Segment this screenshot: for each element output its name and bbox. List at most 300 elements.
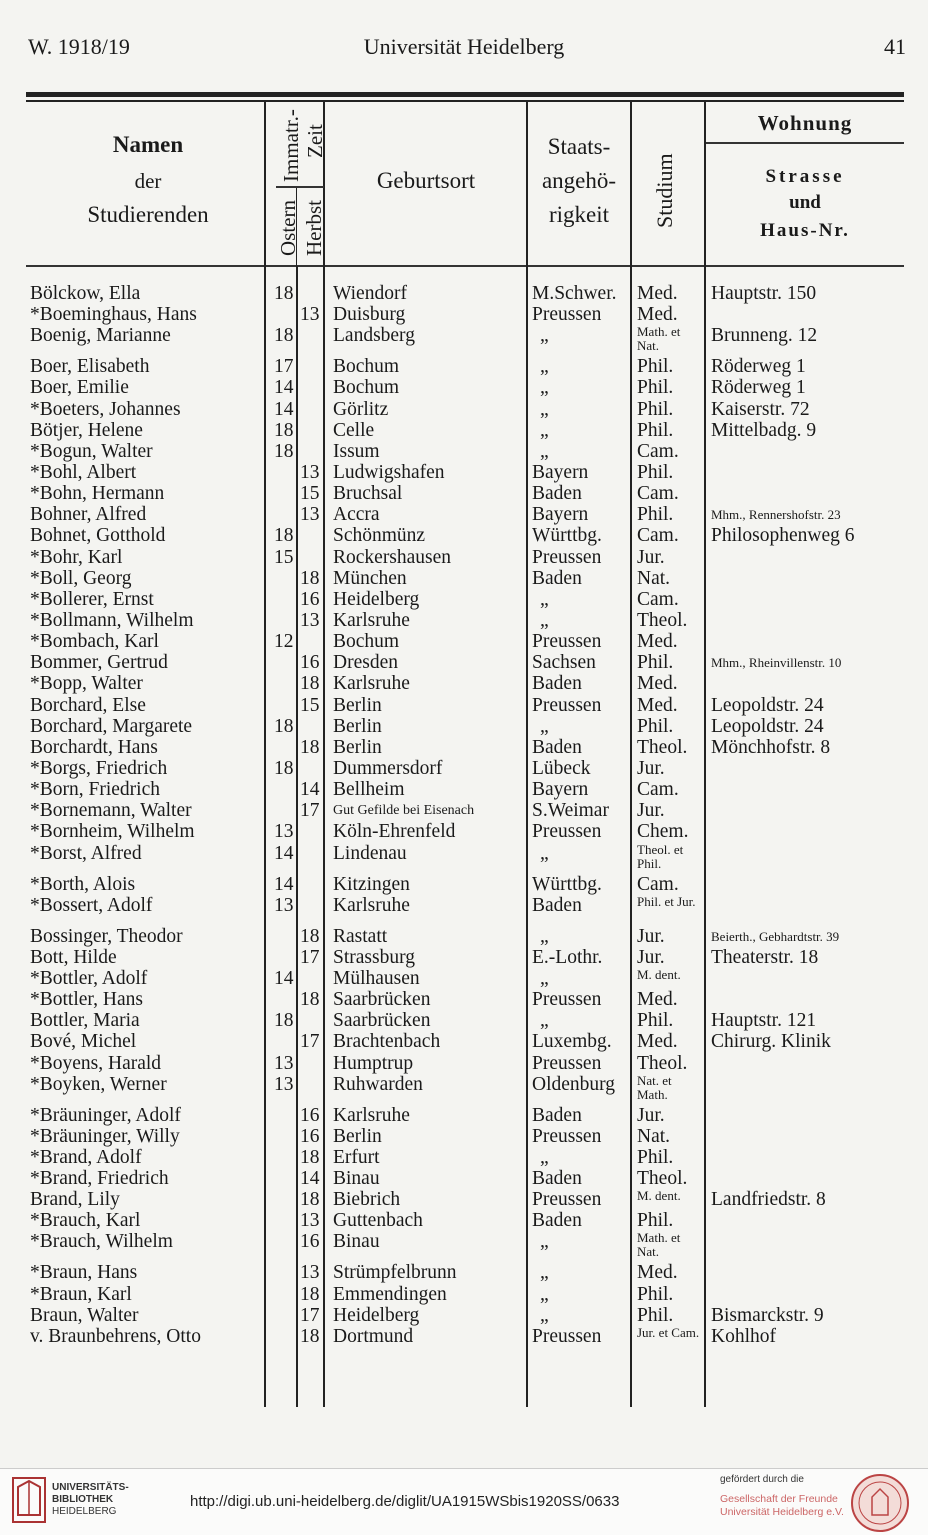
student-name: *Bollerer, Ernst: [30, 588, 154, 610]
header-ostern: Ostern: [276, 200, 300, 256]
address: Landfriedstr. 8: [711, 1189, 826, 1211]
nationality: Baden: [532, 736, 582, 758]
ostern-year: 14: [274, 967, 294, 989]
field-of-study: Med.: [637, 694, 678, 716]
nationality: Württbg.: [532, 873, 602, 895]
header-zeit: Zeit: [303, 124, 327, 158]
student-name: *Boll, Georg: [30, 567, 132, 589]
field-of-study: Phil.: [637, 715, 674, 737]
herbst-year: 15: [300, 483, 320, 505]
student-name: Bohnet, Gotthold: [30, 525, 166, 547]
field-of-study: Cam.: [637, 525, 679, 547]
library-line: BIBLIOTHEK: [52, 1494, 114, 1505]
birthplace: Humptrup: [333, 1052, 414, 1074]
herbst-year: 13: [300, 1262, 320, 1284]
header-studium: Studium: [652, 153, 677, 228]
table-row: [0, 399, 928, 420]
field-of-study: Cam.: [637, 483, 679, 505]
table-row: [0, 926, 928, 947]
header-herbst: Herbst: [302, 200, 326, 256]
table-row: [0, 504, 928, 525]
address: Röderweg 1: [711, 377, 806, 399]
field-of-study: Phil.: [637, 1210, 674, 1232]
student-name: *Bornheim, Wilhelm: [30, 821, 195, 843]
ostern-year: 14: [274, 873, 294, 895]
nationality: Sachsen: [532, 652, 596, 674]
header-und: und: [789, 192, 821, 213]
student-name: Borchard, Margarete: [30, 715, 193, 737]
library-logo-icon: [12, 1477, 46, 1523]
ostern-year: 18: [274, 419, 294, 441]
table-row: [0, 737, 928, 758]
address: Brunneng. 12: [711, 325, 818, 347]
nationality: Baden: [532, 894, 582, 916]
birthplace: Bruchsal: [333, 483, 403, 505]
student-name: *Brand, Friedrich: [30, 1168, 169, 1190]
field-of-study: Nat.: [637, 1125, 671, 1147]
student-name: *Braun, Hans: [30, 1262, 138, 1284]
birthplace: Kitzingen: [333, 873, 410, 895]
field-of-study: Theol.: [637, 736, 688, 758]
header-geburtsort: Geburtsort: [376, 168, 476, 193]
page-header-left: W. 1918/19: [28, 34, 130, 59]
table-row: [0, 895, 928, 926]
address: Philosophenweg 6: [711, 525, 855, 547]
ostern-year: 13: [274, 1073, 294, 1095]
library-line: HEIDELBERG: [52, 1506, 117, 1517]
header-studierenden: Studierenden: [87, 202, 209, 227]
nationality: „: [540, 967, 549, 989]
table-row: [0, 1168, 928, 1189]
table-row: [0, 1031, 928, 1052]
birthplace: Strümpfelbrunn: [333, 1262, 457, 1284]
field-of-study: Phil.: [637, 504, 674, 526]
birthplace: Rockershausen: [333, 546, 452, 568]
herbst-year: 17: [300, 1304, 320, 1326]
student-name: Boer, Emilie: [30, 377, 129, 399]
student-name: *Bopp, Walter: [30, 673, 143, 695]
table-row: [0, 874, 928, 895]
ostern-year: 14: [274, 398, 294, 420]
field-of-study: Phil.: [637, 398, 674, 420]
ostern-year: 13: [274, 1052, 294, 1074]
nationality: „: [540, 1231, 549, 1253]
birthplace: Erfurt: [333, 1146, 380, 1168]
student-name: *Brauch, Wilhelm: [30, 1231, 173, 1253]
header-strasse: Strasse: [765, 166, 845, 187]
nationality: Baden: [532, 567, 582, 589]
birthplace: Emmendingen: [333, 1283, 447, 1305]
society-line: Universität Heidelberg e.V.: [720, 1506, 844, 1518]
birthplace: Saarbrücken: [333, 1010, 431, 1032]
address: Mönchhofstr. 8: [711, 736, 831, 758]
nationality: Baden: [532, 1210, 582, 1232]
student-name: *Borth, Alois: [30, 873, 136, 895]
address: Hauptstr. 150: [711, 283, 817, 304]
herbst-year: 18: [300, 925, 320, 947]
birthplace: Accra: [333, 504, 380, 526]
herbst-year: 16: [300, 588, 320, 610]
birthplace: Köln-Ehrenfeld: [333, 821, 456, 843]
student-name: *Bohl, Albert: [30, 461, 137, 483]
student-name: *Bottler, Hans: [30, 989, 143, 1011]
student-name: *Bräuninger, Adolf: [30, 1104, 181, 1126]
field-of-study: Theol.: [637, 1052, 688, 1074]
nationality: Luxembg.: [532, 1031, 612, 1053]
student-name: Bossinger, Theodor: [30, 925, 183, 947]
field-of-study: Theol. et Phil.: [637, 841, 684, 871]
nationality: „: [540, 715, 549, 737]
header-angehoe: angehö-: [541, 168, 617, 193]
student-name: Boenig, Marianne: [30, 325, 171, 347]
address: Chirurg. Klinik: [711, 1031, 831, 1053]
student-name: Braun, Walter: [30, 1304, 139, 1326]
nationality: Baden: [532, 1104, 582, 1126]
student-name: Boer, Elisabeth: [30, 356, 150, 378]
birthplace: Binau: [333, 1168, 380, 1190]
field-of-study: Theol.: [637, 1168, 688, 1190]
field-of-study: Phil.: [637, 1010, 674, 1032]
table-row: [0, 377, 928, 398]
field-of-study: Phil.: [637, 419, 674, 441]
table-row: [0, 695, 928, 716]
herbst-year: 13: [300, 304, 320, 326]
herbst-year: 17: [300, 946, 320, 968]
birthplace: Berlin: [333, 715, 382, 737]
student-name: Borchard, Else: [30, 694, 146, 716]
field-of-study: Theol.: [637, 609, 688, 631]
herbst-year: 16: [300, 1104, 320, 1126]
birthplace: Binau: [333, 1231, 380, 1253]
student-name: *Borgs, Friedrich: [30, 757, 168, 779]
herbst-year: 13: [300, 609, 320, 631]
field-of-study: Nat.: [637, 567, 671, 589]
field-of-study: M. dent.: [637, 966, 681, 982]
herbst-year: 13: [300, 504, 320, 526]
student-name: Bommer, Gertrud: [30, 652, 168, 674]
nationality: Preussen: [532, 821, 602, 843]
student-name: *Bohn, Hermann: [30, 483, 165, 505]
ostern-year: 18: [274, 757, 294, 779]
table-row: [0, 1105, 928, 1126]
nationality: „: [540, 925, 549, 947]
nationality: „: [540, 356, 549, 378]
nationality: Württbg.: [532, 525, 602, 547]
nationality: Baden: [532, 483, 582, 505]
nationality: Preussen: [532, 1125, 602, 1147]
birthplace: Strassburg: [333, 946, 415, 968]
table-row: [0, 1053, 928, 1074]
field-of-study: Jur.: [637, 946, 665, 968]
student-name: Bötjer, Helene: [30, 419, 143, 441]
herbst-year: 13: [300, 461, 320, 483]
birthplace: Dummersdorf: [333, 757, 443, 779]
student-name: Borchardt, Hans: [30, 736, 158, 758]
table-row: [0, 1074, 928, 1105]
university-seal-icon: [850, 1473, 910, 1533]
student-name: *Bossert, Adolf: [30, 894, 153, 916]
birthplace: Bellheim: [333, 779, 405, 801]
birthplace: Wiendorf: [333, 283, 407, 304]
birthplace: Dresden: [333, 652, 398, 674]
birthplace: Heidelberg: [333, 1304, 420, 1326]
student-name: *Boeters, Johannes: [30, 398, 181, 420]
herbst-year: 16: [300, 1231, 320, 1253]
nationality: Baden: [532, 1168, 582, 1190]
student-name: *Borst, Alfred: [30, 842, 142, 864]
nationality: M.Schwer.: [532, 283, 617, 304]
student-name: *Brauch, Karl: [30, 1210, 141, 1232]
header-wohnung: Wohnung: [757, 111, 853, 135]
nationality: „: [540, 440, 549, 462]
address: Bismarckstr. 9: [711, 1304, 824, 1326]
nationality: „: [540, 1262, 549, 1284]
table-row: [0, 420, 928, 441]
library-line: UNIVERSITÄTS-: [52, 1482, 129, 1493]
table-row: [0, 462, 928, 483]
top-rule-thin: [26, 100, 904, 102]
student-name: *Boyens, Harald: [30, 1052, 162, 1074]
nationality: Preussen: [532, 694, 602, 716]
field-of-study: Cam.: [637, 873, 679, 895]
header-rigkeit: rigkeit: [548, 202, 610, 227]
table-row: [0, 441, 928, 462]
field-of-study: Phil.: [637, 377, 674, 399]
table-row: [0, 1231, 928, 1262]
ostern-year: 18: [274, 525, 294, 547]
nationality: Preussen: [532, 989, 602, 1011]
table-row: [0, 1126, 928, 1147]
nationality: „: [540, 609, 549, 631]
birthplace: Duisburg: [333, 304, 406, 326]
birthplace: Biebrich: [333, 1189, 401, 1211]
nationality: „: [540, 398, 549, 420]
nationality: Preussen: [532, 1189, 602, 1211]
field-of-study: Jur. et Cam.: [637, 1324, 700, 1340]
student-name: *Bräuninger, Willy: [30, 1125, 180, 1147]
nationality: Oldenburg: [532, 1073, 616, 1095]
table-row: [0, 325, 928, 356]
library-name: [52, 1482, 129, 1518]
student-name: Bott, Hilde: [30, 946, 117, 968]
field-of-study: Med.: [637, 304, 678, 326]
field-of-study: Jur.: [637, 757, 665, 779]
nationality: „: [540, 419, 549, 441]
nationality: Preussen: [532, 1052, 602, 1074]
field-of-study: Math. et Nat.: [637, 324, 681, 354]
table-row: [0, 1284, 928, 1305]
herbst-year: 18: [300, 567, 320, 589]
header-bottom-rule: [26, 265, 904, 267]
field-of-study: Chem.: [637, 821, 689, 843]
page-number: 41: [884, 34, 906, 59]
nationality: Lübeck: [532, 757, 591, 779]
herbst-year: 18: [300, 673, 320, 695]
table-row: [0, 758, 928, 779]
herbst-year: 15: [300, 694, 320, 716]
table-row: [0, 779, 928, 800]
field-of-study: Phil. et Jur.: [637, 893, 696, 909]
table-row: [0, 610, 928, 631]
address: Theaterstr. 18: [711, 946, 819, 968]
herbst-year: 18: [300, 1189, 320, 1211]
herbst-year: 16: [300, 652, 320, 674]
nationality: Preussen: [532, 304, 602, 326]
table-row: [0, 631, 928, 652]
student-name: *Bohr, Karl: [30, 546, 123, 568]
table-row: [0, 673, 928, 694]
student-name: Brand, Lily: [30, 1189, 120, 1211]
student-name: *Boyken, Werner: [30, 1073, 167, 1095]
table-row: [0, 304, 928, 325]
student-list: [0, 283, 928, 1357]
address: Leopoldstr. 24: [711, 694, 824, 716]
student-name: Bové, Michel: [30, 1031, 137, 1053]
birthplace: Mülhausen: [333, 967, 420, 989]
table-row: [0, 525, 928, 546]
birthplace: Rastatt: [333, 925, 388, 947]
address: Kohlhof: [711, 1325, 776, 1347]
field-of-study: Med.: [637, 1031, 678, 1053]
header-hausnr: Haus-Nr.: [760, 220, 850, 241]
field-of-study: Jur.: [637, 925, 665, 947]
birthplace: München: [333, 567, 407, 589]
ostern-year: 12: [274, 631, 294, 653]
birthplace: Dortmund: [333, 1325, 414, 1347]
top-rule: [26, 92, 904, 97]
nationality: „: [540, 1304, 549, 1326]
field-of-study: Med.: [637, 283, 678, 304]
student-name: *Braun, Karl: [30, 1283, 132, 1305]
student-name: v. Braunbehrens, Otto: [30, 1325, 201, 1347]
table-row: [0, 947, 928, 968]
table-row: [0, 356, 928, 377]
birthplace: Görlitz: [333, 398, 389, 420]
birthplace: Guttenbach: [333, 1210, 423, 1232]
birthplace: Karlsruhe: [333, 894, 410, 916]
nationality: Bayern: [532, 779, 589, 801]
table-row: [0, 589, 928, 610]
birthplace: Karlsruhe: [333, 609, 410, 631]
birthplace: Brachtenbach: [333, 1031, 441, 1053]
ostern-year: 14: [274, 377, 294, 399]
birthplace: Gut Gefilde bei Eisenach: [333, 803, 475, 819]
nationality: „: [540, 588, 549, 610]
student-name: *Boeminghaus, Hans: [30, 304, 197, 326]
field-of-study: Phil.: [637, 652, 674, 674]
student-name: Bottler, Maria: [30, 1010, 140, 1032]
table-row: [0, 547, 928, 568]
wohnung-divider: [706, 142, 904, 144]
table-row: [0, 652, 928, 673]
nationality: „: [540, 842, 549, 864]
herbst-year: 14: [300, 1168, 320, 1190]
table-row: [0, 800, 928, 821]
field-of-study: Phil.: [637, 356, 674, 378]
nationality: S.Weimar: [532, 800, 609, 822]
birthplace: Saarbrücken: [333, 989, 431, 1011]
ostern-year: 18: [274, 325, 294, 347]
table-row: [0, 716, 928, 737]
nationality: „: [540, 1146, 549, 1168]
ostern-year: 15: [274, 546, 294, 568]
header-namen: Namen: [112, 132, 184, 157]
student-name: Bölckow, Ella: [30, 283, 141, 304]
field-of-study: Jur.: [637, 1104, 665, 1126]
table-row: [0, 1189, 928, 1210]
field-of-study: Cam.: [637, 588, 679, 610]
ostern-year: 14: [274, 842, 294, 864]
birthplace: Bochum: [333, 631, 400, 653]
birthplace: Issum: [333, 440, 380, 462]
table-row: [0, 1262, 928, 1283]
birthplace: Karlsruhe: [333, 1104, 410, 1126]
table-row: [0, 1210, 928, 1231]
nationality: Bayern: [532, 504, 589, 526]
nationality: Baden: [532, 673, 582, 695]
nationality: „: [540, 1010, 549, 1032]
student-name: *Bombach, Karl: [30, 631, 159, 653]
ostern-year: 17: [274, 356, 294, 378]
header-immatr: Immatr.-: [279, 109, 303, 182]
page-header-title: Universität Heidelberg: [363, 34, 565, 59]
herbst-year: 17: [300, 1031, 320, 1053]
address: Mittelbadg. 9: [711, 419, 817, 441]
ostern-year: 18: [274, 1010, 294, 1032]
student-name: *Bornemann, Walter: [30, 800, 192, 822]
student-name: *Bogun, Walter: [30, 440, 153, 462]
birthplace: Berlin: [333, 1125, 382, 1147]
address: Hauptstr. 121: [711, 1010, 817, 1032]
birthplace: Berlin: [333, 694, 382, 716]
birthplace: Lindenau: [333, 842, 407, 864]
field-of-study: Jur.: [637, 546, 665, 568]
table-row: [0, 1305, 928, 1326]
student-name: Bohner, Alfred: [30, 504, 147, 526]
birthplace: Ruhwarden: [333, 1073, 423, 1095]
birthplace: Ludwigshafen: [333, 461, 445, 483]
herbst-year: 17: [300, 800, 320, 822]
permalink[interactable]: http://digi.ub.uni-heidelberg.de/diglit/UA1915WSbis1920SS/0633: [190, 1493, 620, 1510]
field-of-study: Med.: [637, 1262, 678, 1284]
birthplace: Bochum: [333, 377, 400, 399]
table-row: [0, 989, 928, 1010]
herbst-year: 14: [300, 779, 320, 801]
field-of-study: Med.: [637, 673, 678, 695]
address: Röderweg 1: [711, 356, 806, 378]
birthplace: Schönmünz: [333, 525, 426, 547]
nationality: Bayern: [532, 461, 589, 483]
footer-bar: [0, 1468, 928, 1535]
field-of-study: Phil.: [637, 1283, 674, 1305]
field-of-study: Jur.: [637, 800, 665, 822]
ostern-year: 18: [274, 283, 294, 304]
student-name: *Bottler, Adolf: [30, 967, 148, 989]
table-row: [0, 1147, 928, 1168]
birthplace: Celle: [333, 419, 375, 441]
header-staats: Staats-: [547, 134, 611, 159]
immatr-divider: [276, 186, 324, 188]
nationality: Preussen: [532, 631, 602, 653]
ostern-year: 18: [274, 715, 294, 737]
herbst-year: 16: [300, 1125, 320, 1147]
nationality: „: [540, 1283, 549, 1305]
field-of-study: Cam.: [637, 440, 679, 462]
herbst-year: 18: [300, 1146, 320, 1168]
funded-by-label: gefördert durch die: [720, 1474, 804, 1485]
ostern-year: 18: [274, 440, 294, 462]
field-of-study: Med.: [637, 989, 678, 1011]
